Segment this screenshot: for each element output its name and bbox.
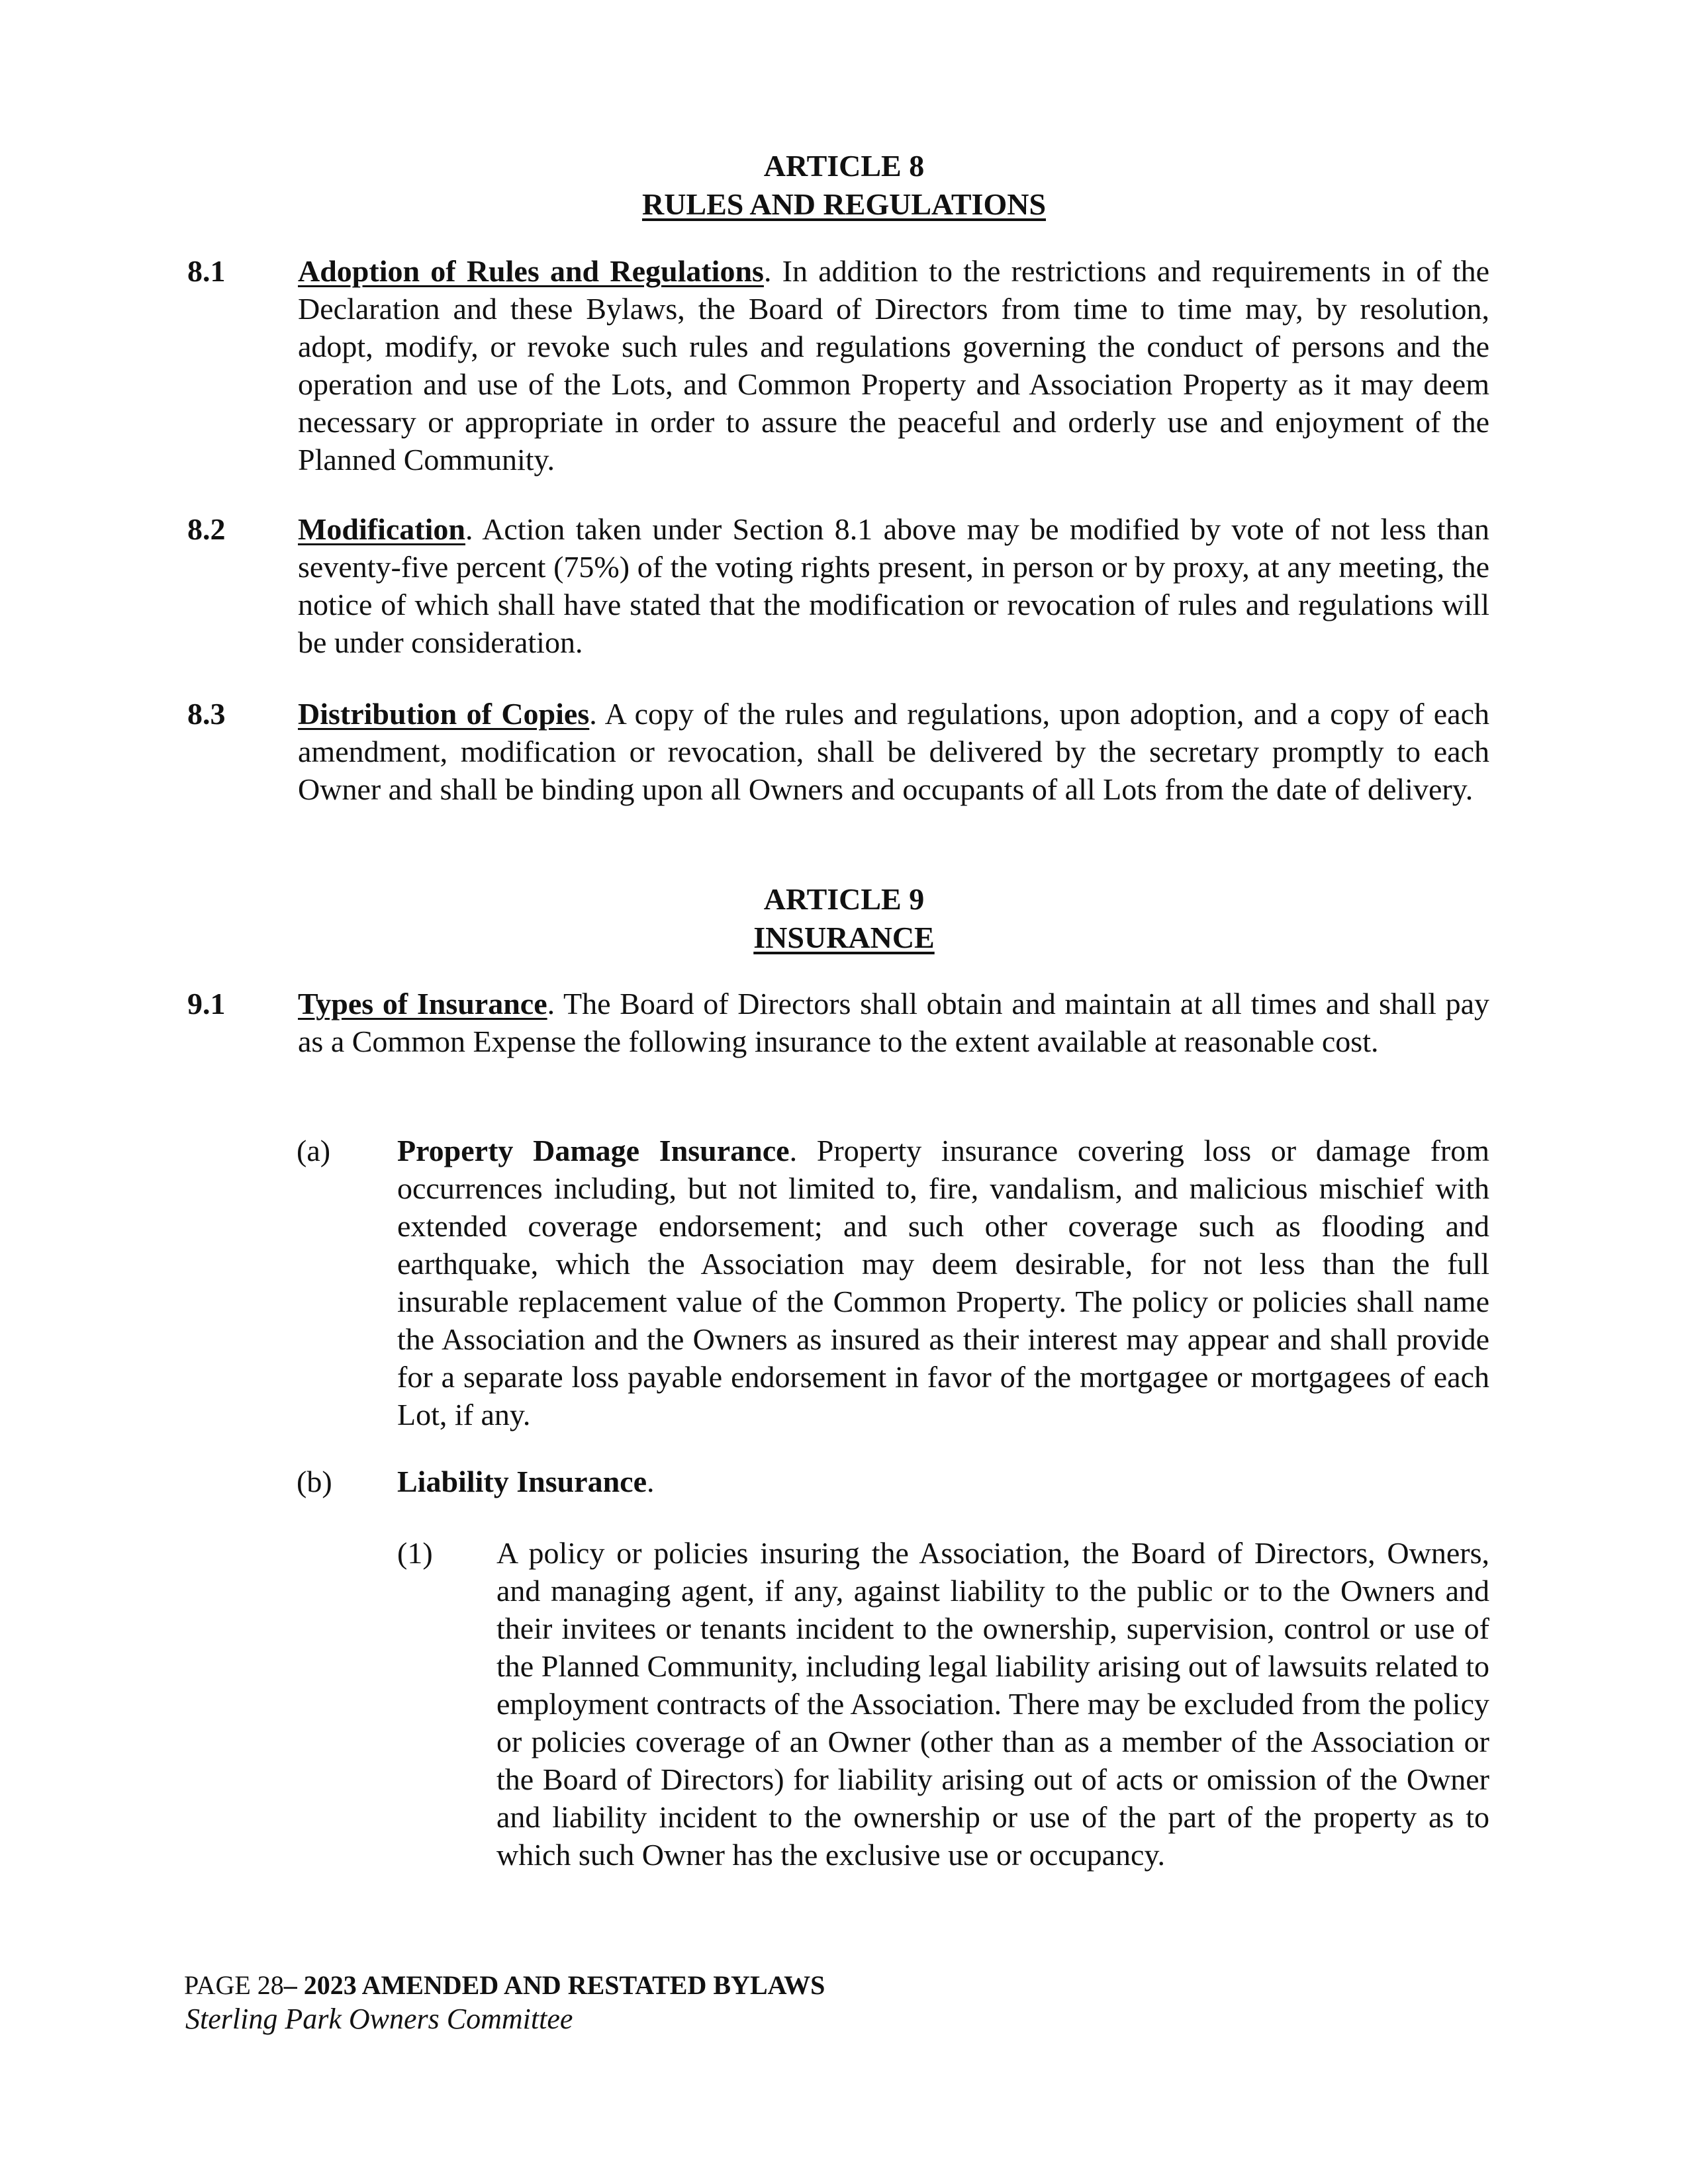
section-number-8-2: 8.2 xyxy=(187,512,226,546)
section-8-2-paragraph xyxy=(298,510,1489,661)
section-number-8-3: 8.3 xyxy=(187,697,226,731)
subsection-label-b: (b) xyxy=(297,1465,332,1498)
section-8-3-body: . A copy of the rules and regulations, upon adoption, and a copy of each amendment, modification or revocation, shall be delivered by the secretary promptly to each Owner and shall be binding upon all Owners and occupants of all Lots from the date of delivery. xyxy=(298,697,1490,806)
article-8-title: RULES AND REGULATIONS xyxy=(641,187,1047,221)
subsection-a-title: Property Damage Insurance xyxy=(397,1134,790,1167)
section-8-1-paragraph xyxy=(298,252,1489,478)
section-9-1-body: . The Board of Directors shall obtain and maintain at all times and shall pay as a Common Expense the following insurance to the extent available at reasonable cost. xyxy=(298,987,1489,1058)
article-9-number: ARTICLE 9 xyxy=(763,882,925,916)
article-9-title: INSURANCE xyxy=(753,921,935,954)
organization-name: Sterling Park Owners Committee xyxy=(185,2003,573,2035)
section-9-1-title: Types of Insurance xyxy=(298,987,547,1021)
subsection-b-title: Liability Insurance xyxy=(397,1465,647,1498)
section-8-1-title: Adoption of Rules and Regulations xyxy=(298,254,764,288)
section-8-2-body: . Action taken under Section 8.1 above may be modified by vote of not less than seventy-five percent (75%) of the voting rights present, in person or by proxy, at any meeting, the notice of which shall have stated that the modification or revocation of rules and regulations will be under consideration. xyxy=(298,512,1489,659)
subsection-b-body: . xyxy=(647,1465,655,1498)
subsection-b-paragraph xyxy=(397,1463,1489,1500)
section-9-1-paragraph xyxy=(298,985,1489,1060)
article-8-number: ARTICLE 8 xyxy=(763,149,925,183)
item-label-1: (1) xyxy=(397,1536,433,1570)
section-8-3-title: Distribution of Copies xyxy=(298,697,590,731)
subsection-a-body: . Property insurance covering loss or damage from occurrences including, but not limited to, fire, vandalism, and malicious mischief with extended coverage endorsement; and such other coverage such as flooding and earthquake, which the Association may deem desirable, for not less than the full insurable replacement value of the Common Property. The policy or policies shall name the Association and the Owners as insured as their interest may appear and shall provide for a separate loss payable endorsement in favor of the mortgagee or mortgagees of each Lot, if any. xyxy=(397,1134,1489,1432)
page-footer xyxy=(184,1969,825,2002)
document-title: – 2023 AMENDED AND RESTATED BYLAWS xyxy=(283,1970,825,2000)
subsection-label-a: (a) xyxy=(297,1134,331,1167)
page-number: PAGE 28 xyxy=(184,1970,284,2000)
section-8-2-title: Modification xyxy=(298,512,465,546)
section-number-8-1: 8.1 xyxy=(187,254,226,288)
section-number-9-1: 9.1 xyxy=(187,987,226,1021)
item-1-paragraph: A policy or policies insuring the Association, the Board of Directors, Owners, and managing agent, if any, against liability to the public or to the Owners and their invitees or tenants incident to the ownership, supervision, control or use of the Planned Community, including legal liability arising out of lawsuits related to employment contracts of the Association. There may be excluded from the policy or policies coverage of an Owner (other than as a member of the Association or the Board of Directors) for liability arising out of acts or omission of the Owner and liability incident to the ownership or use of the part of the property as to which such Owner has the exclusive use or occupancy. xyxy=(496,1536,1489,1872)
section-8-3-paragraph xyxy=(298,695,1489,808)
subsection-a-paragraph xyxy=(397,1132,1489,1433)
section-8-1-body: . In addition to the restrictions and requirements in of the Declaration and these Bylaws, the Board of Directors from time to time may, by resolution, adopt, modify, or revoke such rules and regulations governing the conduct of persons and the operation and use of the Lots, and Common Property and Association Property as it may deem necessary or appropriate in order to assure the peaceful and orderly use and enjoyment of the Planned Community. xyxy=(298,254,1489,477)
